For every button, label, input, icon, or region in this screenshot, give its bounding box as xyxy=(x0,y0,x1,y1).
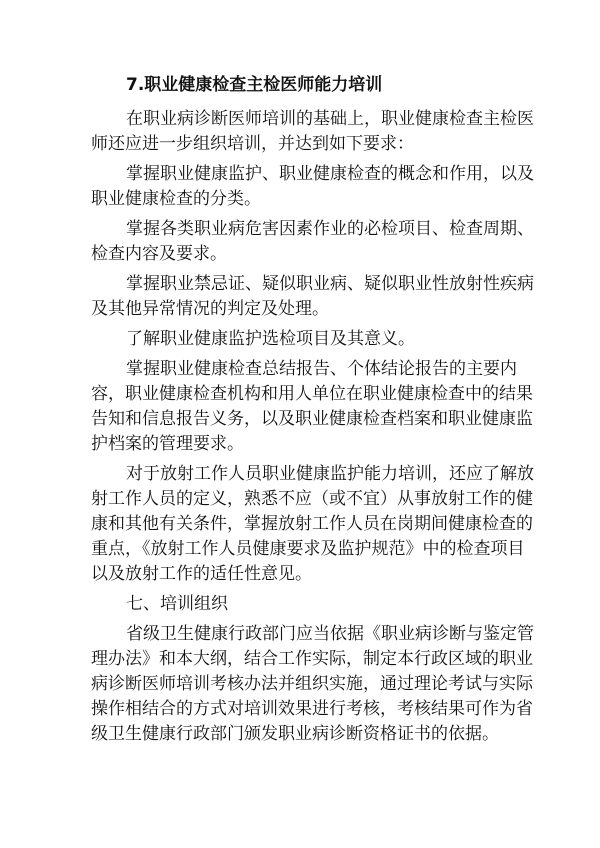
paragraph-line: 及其他异常情况的判定及处理。 xyxy=(91,299,329,319)
paragraph-line: 检查内容及要求。 xyxy=(91,244,227,264)
paragraph-line: 掌握职业健康检查总结报告、个体结论报告的主要内 xyxy=(126,359,517,379)
paragraph-line: 级卫生健康行政部门颁发职业病诊断资格证书的依据。 xyxy=(91,724,499,744)
paragraph-line: 理办法》和本大纲，结合工作实际，制定本行政区域的职业 xyxy=(91,649,533,669)
paragraph-line: 师还应进一步组织培训，并达到如下要求： xyxy=(91,134,414,154)
paragraph-line: 了解职业健康监护选检项目及其意义。 xyxy=(126,329,415,349)
paragraph-line: 掌握职业健康监护、职业健康检查的概念和作用，以及 xyxy=(126,164,534,184)
paragraph-line: 省级卫生健康行政部门应当依据《职业病诊断与鉴定管 xyxy=(126,624,534,644)
paragraph-line: 康和其他有关条件，掌握放射工作人员在岗期间健康检查的 xyxy=(91,514,533,534)
paragraph-line: 以及放射工作的适任性意见。 xyxy=(91,564,312,584)
paragraph-line: 掌握各类职业病危害因素作业的必检项目、检查周期、 xyxy=(126,219,534,239)
paragraph-line: 容，职业健康检查机构和用人单位在职业健康检查中的结果 xyxy=(91,384,533,404)
paragraph-line: 对于放射工作人员职业健康监护能力培训，还应了解放 xyxy=(126,464,534,484)
section-heading-training-organization: 七、培训组织 xyxy=(126,594,228,614)
paragraph-line: 重点，《放射工作人员健康要求及监护规范》中的检查项目 xyxy=(91,539,525,559)
paragraph-line: 在职业病诊断医师培训的基础上，职业健康检查主检医 xyxy=(126,109,534,129)
section-heading-7: 7.职业健康检查主检医师能力培训 xyxy=(126,75,383,95)
paragraph-line: 职业健康检查的分类。 xyxy=(91,189,261,209)
paragraph-line: 病诊断医师培训考核办法并组织实施，通过理论考试与实际 xyxy=(91,674,533,694)
paragraph-line: 掌握职业禁忌证、疑似职业病、疑似职业性放射性疾病 xyxy=(126,274,534,294)
paragraph-line: 告知和信息报告义务，以及职业健康检查档案和职业健康监 xyxy=(91,409,533,429)
paragraph-line: 护档案的管理要求。 xyxy=(91,434,244,454)
paragraph-line: 操作相结合的方式对培训效果进行考核，考核结果可作为省 xyxy=(91,699,533,719)
paragraph-line: 射工作人员的定义，熟悉不应（或不宜）从事放射工作的健 xyxy=(91,489,533,509)
